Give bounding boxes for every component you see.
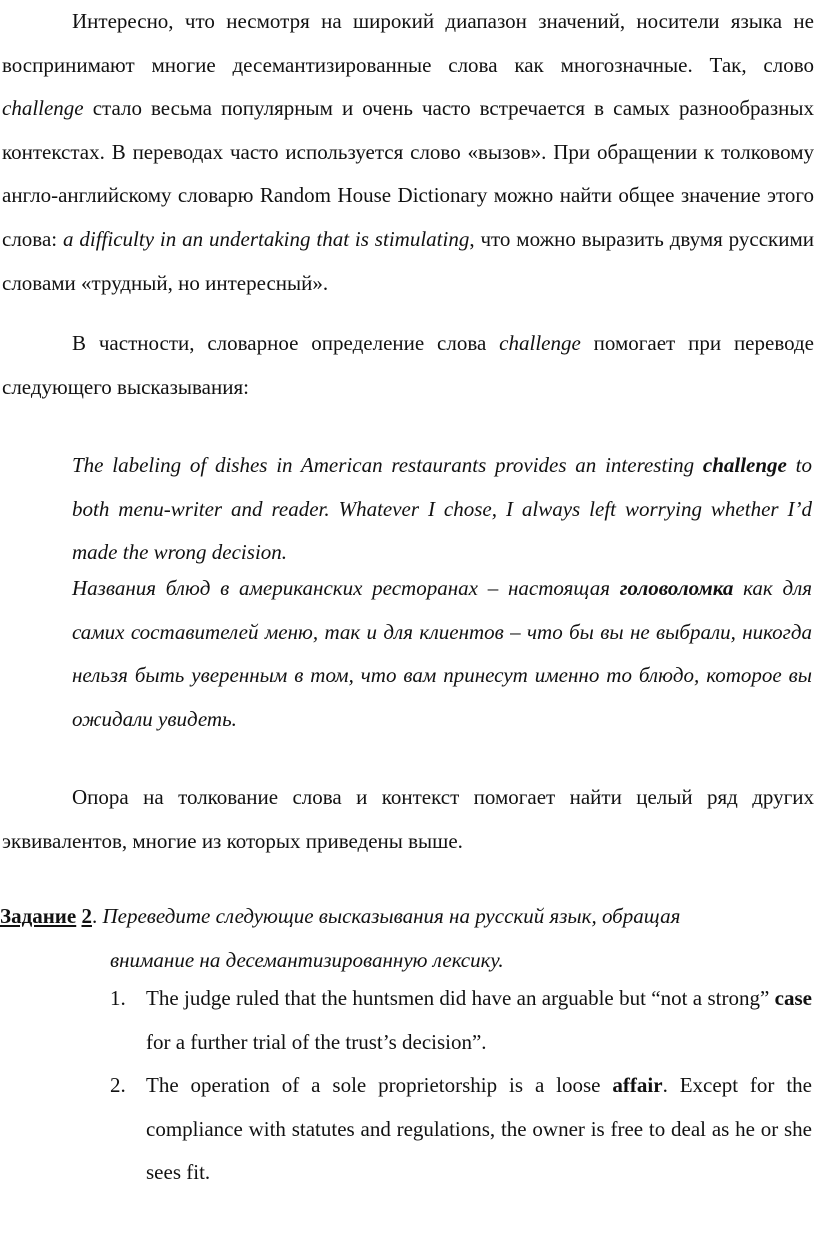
paragraph-intro: [0, 0, 816, 305]
list-item-number: 1.: [110, 986, 126, 1010]
paragraph-intro-text-1: Интересно, что несмотря на широкий диапазон значений, носители языка не воспринимают многие десемантизированные слова как многозначные. Так, слово: [2, 9, 814, 77]
task-heading: [0, 895, 812, 982]
quote-english-keyword: challenge: [702, 453, 787, 477]
quote-russian-keyword: головоломка: [619, 576, 734, 600]
paragraph-context: Опора на толкование слова и контекст помогает найти целый ряд других эквивалентов, многие из которых приведены выше.: [2, 785, 814, 853]
dictionary-definition: a difficulty in an undertaking that is stimulating: [62, 226, 470, 251]
paragraph-definition-use: [0, 322, 816, 409]
task-instruction-1: Переведите следующие высказывания на русский язык, обращая: [97, 904, 681, 928]
paragraph-definition-text-2: помогает при переводе следующего высказывания:: [2, 331, 814, 399]
task-number: 2: [81, 904, 92, 928]
quote-english-text-2: to both menu-writer and reader. Whatever I chose, I always left worrying whether I’d made the wrong decision.: [72, 453, 812, 565]
list-item-number: 2.: [110, 1073, 126, 1098]
quote-russian: [72, 567, 812, 741]
quote-english-text-1: The labeling of dishes in American restaurants provides an interesting: [72, 453, 703, 477]
task-instruction-2: внимание на десемантизированную лексику.: [110, 947, 504, 972]
quote-english: [72, 444, 812, 575]
task-period: .: [91, 904, 98, 928]
term-challenge: challenge: [2, 96, 84, 121]
list-item: [110, 977, 812, 1064]
paragraph-definition-text-1: В частности, словарное определение слова: [72, 331, 500, 355]
task-heading-line-1: [0, 895, 812, 939]
paragraph-intro-text-2: стало весьма популярным и очень часто встречается в самых разнообразных контекстах. В переводах часто используется слово «вызов». При обращении к толковому англо-английскому словарю Random House Dictionary можно найти общее значение этого слова:: [2, 96, 814, 251]
quote-russian-text-1: Названия блюд в американских ресторанах – настоящая: [72, 576, 620, 600]
list-item: [110, 1064, 812, 1195]
quote-russian-text-2: как для самих составителей меню, так и для клиентов – что бы вы не выбрали, никогда нельзя быть уверенным в том, что вам принесут именно то блюдо, которое вы ожидали увидеть.: [72, 576, 813, 731]
list-item-keyword: affair: [612, 1073, 663, 1098]
paragraph-intro-text-3: , что можно выразить двумя русскими словами «трудный, но интересный».: [2, 226, 814, 295]
list-item-keyword: case: [774, 986, 812, 1010]
list-item-text-1: The operation of a sole proprietorship is a loose: [146, 1073, 613, 1098]
list-item-text-1: The judge ruled that the huntsmen did have an arguable but “not a strong”: [146, 986, 775, 1010]
list-item-text-2: for a further trial of the trust’s decision”.: [146, 1029, 487, 1054]
term-challenge-2: challenge: [499, 331, 581, 355]
list-item-text-2: . Except for the compliance with statutes and regulations, the owner is free to deal as he or she sees fit.: [146, 1073, 812, 1185]
task-label: Задание: [0, 904, 77, 928]
exercise-list: [110, 977, 812, 1195]
